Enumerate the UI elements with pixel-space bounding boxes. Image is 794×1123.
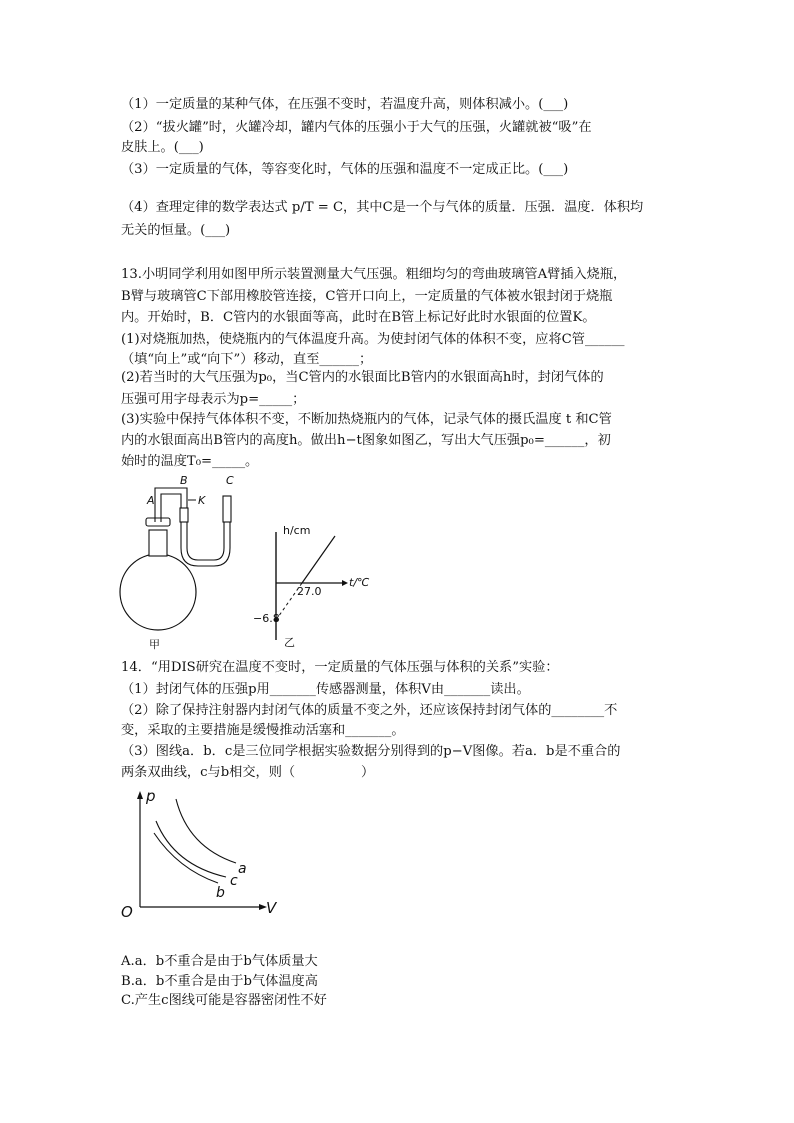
label-a: A: [147, 494, 155, 507]
stopper: [146, 518, 170, 526]
q13-line-4: (1)对烧瓶加热，使烧瓶内的气体温度升高。为使封闭气体的体积不变，应将C管______: [121, 332, 625, 347]
q13-line-7: 压强可用字母表示为p=_____；: [121, 392, 306, 407]
q14-line-6: 两条双曲线，c与b相交，则（ ）: [121, 765, 375, 780]
q12-item-1: （1）一定质量的某种气体，在压强不变时，若温度升高，则体积减小。(___): [121, 97, 569, 112]
curve-a-label: a: [238, 861, 247, 877]
label-c: C: [226, 474, 234, 487]
q14-line-3: （2）除了保持注射器内封闭气体的质量不变之外，还应该保持封闭气体的________不: [121, 703, 618, 718]
q12-item-2: （2）“拔火罐”时，火罐冷却，罐内气体的压强小于大气的压强，火罐就被“吸”在: [121, 120, 592, 135]
curve-b-label: b: [216, 885, 225, 901]
y-mark-label: −6.8: [253, 612, 280, 625]
t-axis-label: t/℃: [349, 576, 370, 589]
x-mark-label: 27.0: [297, 585, 322, 598]
q13-line-1: 13.小明同学利用如图甲所示装置测量大气压强。粗细均匀的弯曲玻璃管A臂插入烧瓶，: [121, 267, 627, 282]
flask-apparatus-figure: [112, 470, 252, 650]
origin-label: O: [121, 903, 133, 921]
flask-neck: [149, 530, 167, 556]
q12-item-4: （4）查理定律的数学表达式 p/T = C，其中C是一个与气体的质量．压强．温度．体积均: [121, 200, 644, 215]
label-b: B: [180, 474, 188, 487]
option-a: A.a．b不重合是由于b气体质量大: [121, 954, 318, 969]
v-axis-label: V: [266, 899, 277, 917]
q13-line-3: 内。开始时，B．C管内的水银面等高，此时在B管上标记好此时水银面的位置K。: [121, 310, 596, 325]
caption-yi: 乙: [284, 636, 295, 649]
p-axis-label: p: [146, 787, 156, 805]
q12-item-2-cont: 皮肤上。(___): [121, 140, 204, 155]
data-line: [302, 536, 335, 583]
q12-item-4-cont: 无关的恒量。(___): [121, 223, 231, 238]
q13-line-9: 内的水银面高出B管内的高度h。做出h−t图象如图乙，写出大气压强p₀=______，初: [121, 433, 611, 448]
q13-line-2: B臂与玻璃管C下部用橡胶管连接，C管开口向上，一定质量的气体被水银封闭于烧瓶: [121, 289, 613, 304]
caption-jia: 甲: [149, 638, 160, 650]
q13-line-5: （填“向上”或“向下”）移动，直至______；: [121, 352, 373, 367]
q14-line-5: （3）图线a．b．c是三位同学根据实验数据分别得到的p−V图像。若a．b是不重合的: [121, 744, 621, 759]
q14-line-2: （1）封闭气体的压强p用_______传感器测量，体积V由_______读出。: [121, 682, 530, 697]
q14-line-1: 14．“用DIS研究在温度不变时，一定质量的气体压强与体积的关系”实验：: [121, 660, 559, 675]
q13-line-8: (3)实验中保持气体体积不变，不断加热烧瓶内的气体，记录气体的摄氏温度 t 和C管: [121, 412, 612, 427]
curve-a: [176, 799, 236, 863]
curve-b: [154, 833, 218, 883]
q12-item-3: （3）一定质量的气体，等容变化时，气体的压强和温度不一定成正比。(___): [121, 162, 569, 177]
tube-b: [180, 508, 188, 522]
p-v-graph: [118, 785, 288, 925]
label-k: K: [198, 494, 206, 507]
q14-line-4: 变，采取的主要措施是缓慢推动活塞和_______。: [121, 723, 405, 738]
option-c: C.产生c图线可能是容器密闭性不好: [121, 993, 327, 1008]
flask-bulb: [120, 554, 196, 630]
h-axis-label: h/cm: [283, 524, 311, 537]
q13-line-6: (2)若当时的大气压强为p₀，当C管内的水银面比B管内的水银面高h时，封闭气体的: [121, 370, 604, 385]
q13-line-10: 始时的温度T₀=_____。: [121, 454, 259, 469]
curve-c-label: c: [230, 873, 238, 889]
p-axis-arrow: [137, 791, 143, 799]
option-b: B.a．b不重合是由于b气体温度高: [121, 974, 318, 989]
tube-c: [223, 496, 231, 522]
h-t-graph: [250, 520, 390, 650]
t-axis-arrow: [342, 580, 348, 586]
